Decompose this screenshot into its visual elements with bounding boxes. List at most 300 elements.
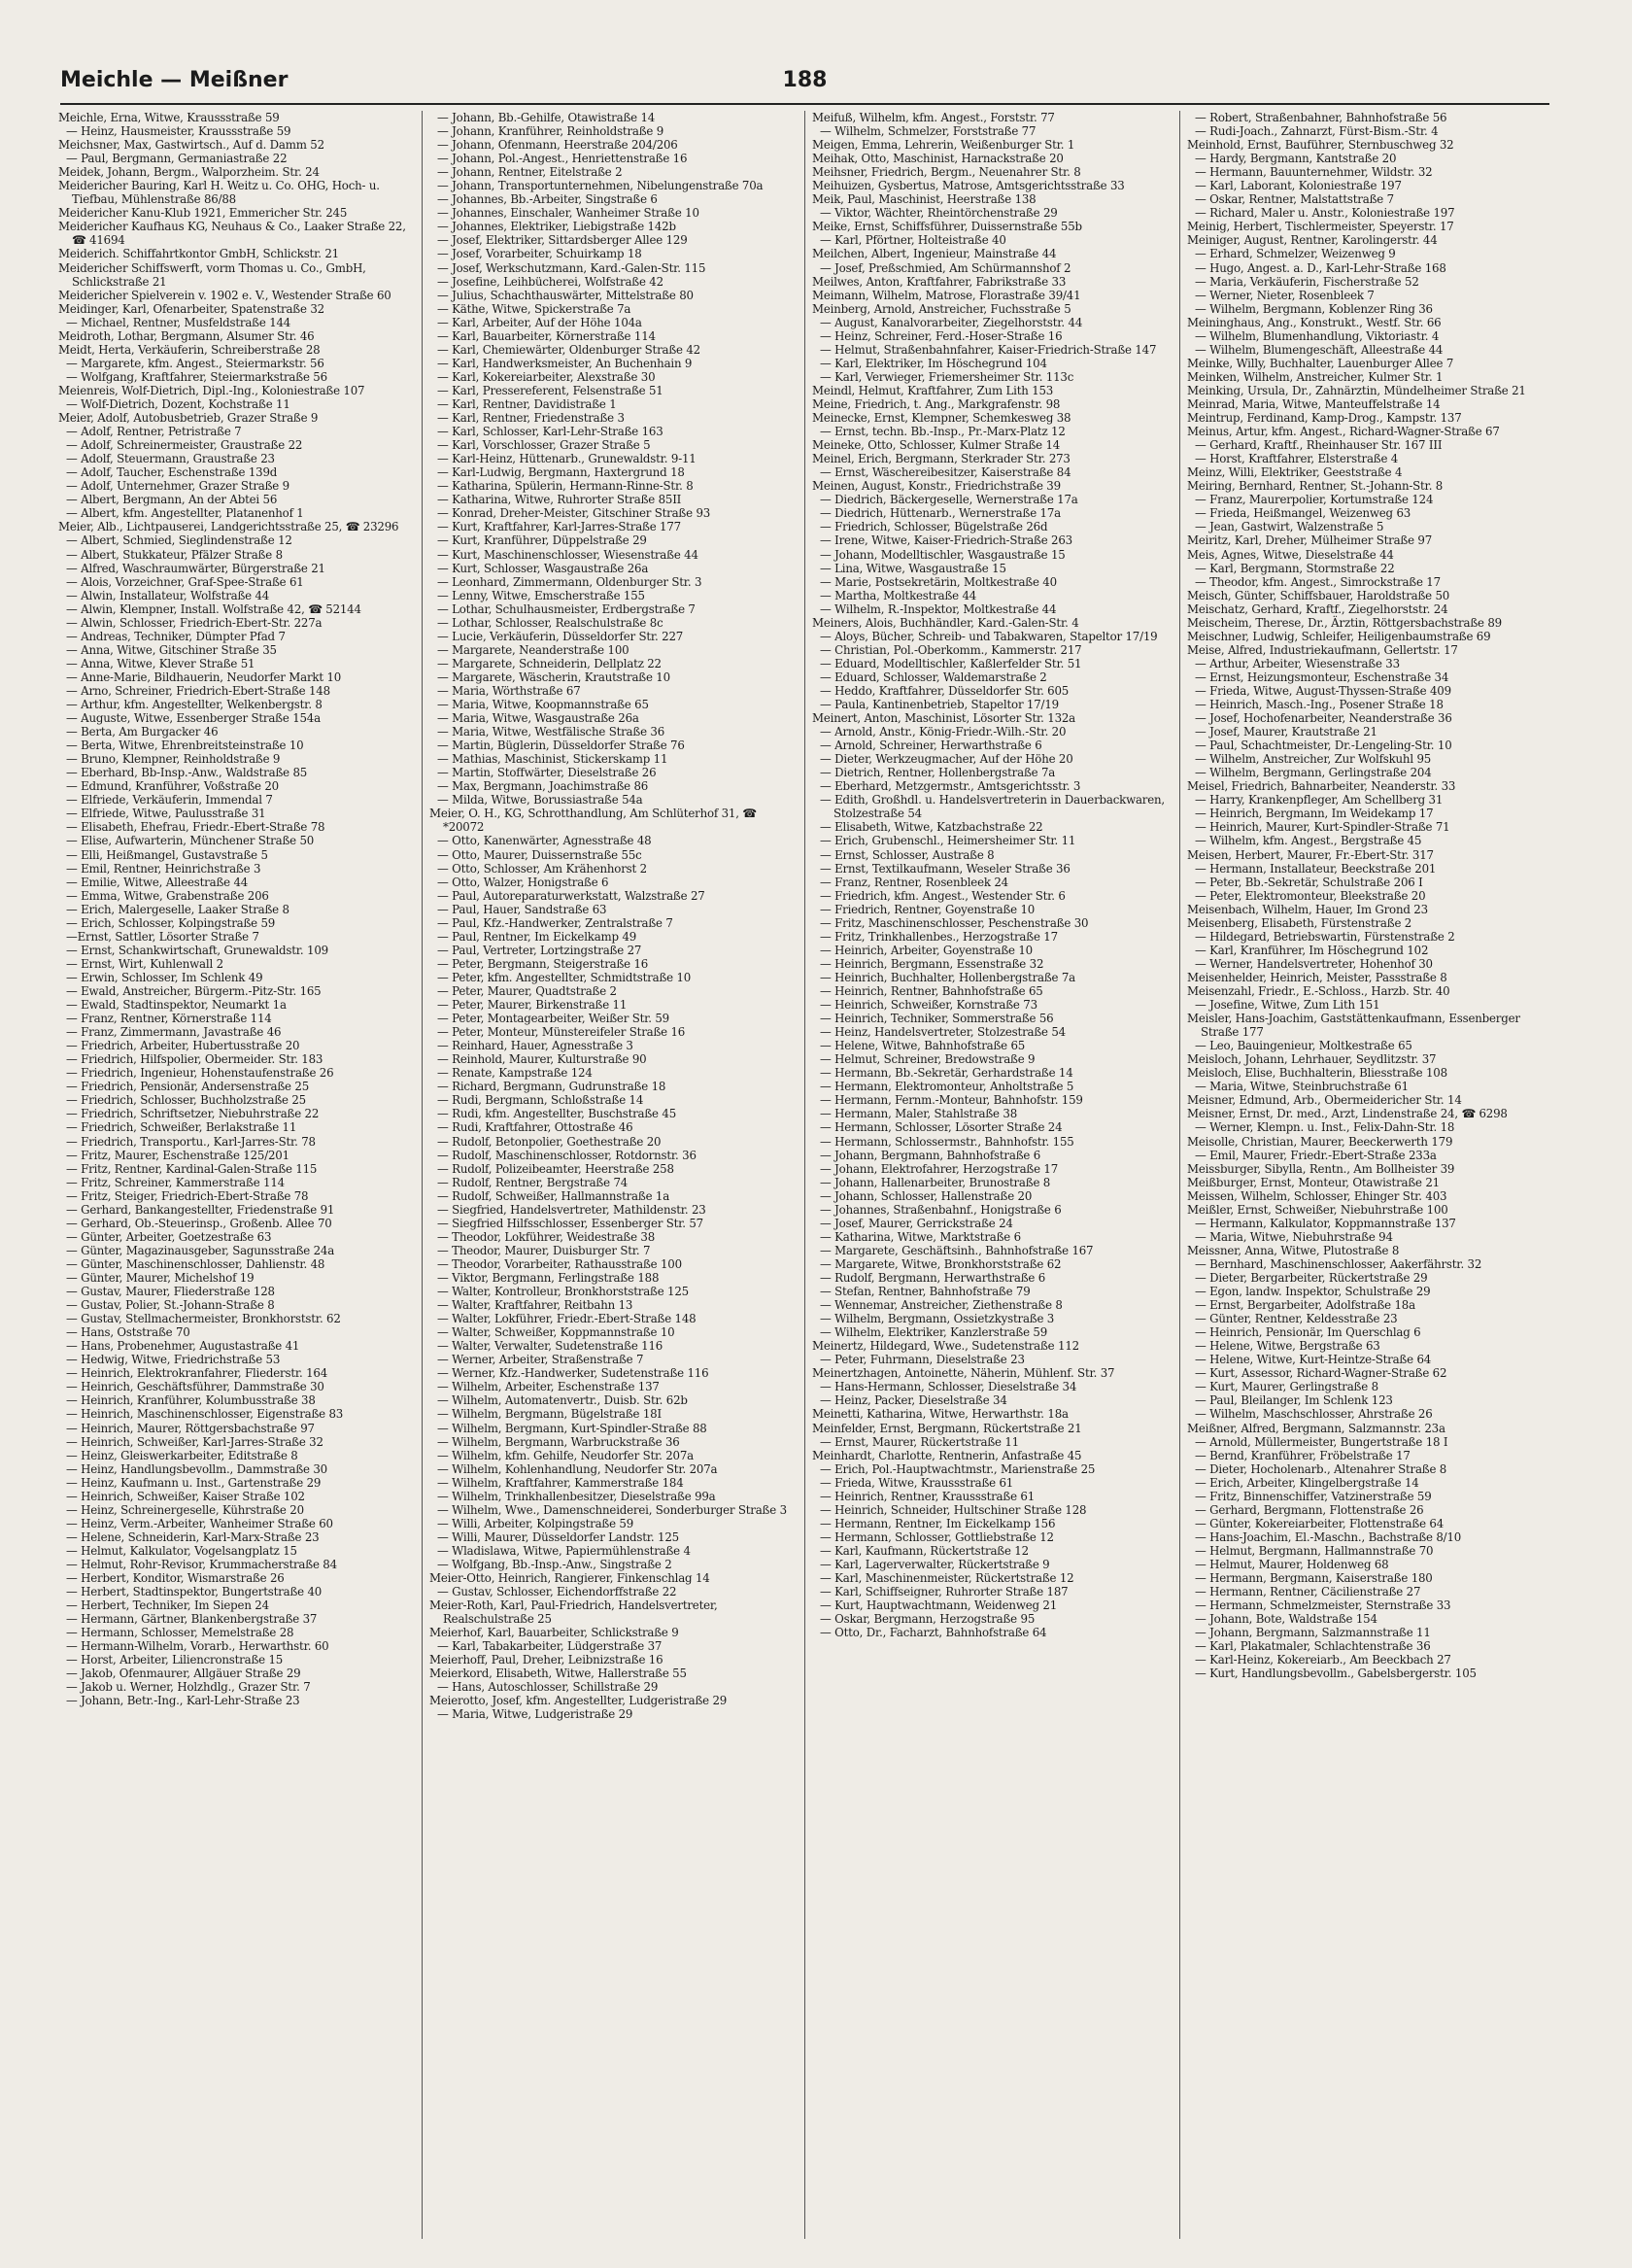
directory-entry: — Reinhold, Maurer, Kulturstraße 90 [437,1052,647,1067]
directory-entry: — Friedrich, Rentner, Goyenstraße 10 [820,902,1036,916]
directory-entry: Meiritz, Karl, Dreher, Mülheimer Straße 97 [1187,533,1433,548]
directory-entry: — Karl, Elektriker, Im Höschegrund 104 [820,356,1047,370]
directory-entry: Meier, Adolf, Autobusbetrieb, Grazer Straße 9 [58,411,319,426]
directory-entry: — Johann, Bergmann, Salzmannstraße 11 [1195,1626,1431,1640]
directory-entry: — Katharina, Witwe, Marktstraße 6 [820,1229,1021,1244]
directory-entry: — Paul, Vertreter, Lortzingstraße 27 [437,943,642,957]
directory-entry: — Wilhelm, Bergmann, Kurt-Spindler-Straße 88 [437,1421,707,1435]
directory-entry: — Fritz, Schreiner, Kammerstraße 114 [66,1175,285,1189]
directory-entry: Meisler, Hans-Joachim, Gaststättenkaufmann, Essenberger Straße 177 [1187,1012,1520,1040]
directory-entry: — Wilhelm, Bergmann, Gerlingstraße 204 [1195,766,1432,780]
directory-entry: Meimann, Wilhelm, Matrose, Florastraße 39/41 [812,288,1081,302]
directory-entry: — Heinrich, Schweißer, Kornstraße 73 [820,998,1037,1013]
directory-entry: — Elisabeth, Witwe, Katzbachstraße 22 [820,820,1043,835]
directory-entry: — Frieda, Witwe, August-Thyssen-Straße 409 [1195,683,1451,698]
directory-entry: Meier, Alb., Lichtpauserei, Landgerichtsstraße 25, ☎ 23296 [58,520,399,534]
directory-entry: — Ewald, Anstreicher, Bürgerm.-Pitz-Str. 165 [66,984,322,998]
directory-entry: Meisenzahl, Friedr., E.-Schloss., Harzb. Str. 40 [1187,984,1450,998]
directory-entry: — Maria, Wörthstraße 67 [437,683,581,698]
directory-entry: — Wilhelm, Elektriker, Kanzlerstraße 59 [820,1325,1048,1340]
directory-entry: — Horst, Arbeiter, Liliencronstraße 15 [66,1653,284,1667]
directory-entry: — Wilhelm, Bergmann, Warbruckstraße 36 [437,1434,680,1449]
directory-entry: — Ernst, Heizungsmonteur, Eschenstraße 34 [1195,670,1449,684]
directory-entry: — Alois, Vorzeichner, Graf-Spee-Straße 61 [66,574,304,589]
directory-entry: Meichsner, Max, Gastwirtsch., Auf d. Damm 52 [58,138,324,153]
directory-entry: — Fritz, Maurer, Eschenstraße 125/201 [66,1148,289,1162]
directory-entry: — Ernst, Schlosser, Austraße 8 [820,847,995,862]
directory-entry: — Ernst, Bergarbeiter, Adolfstraße 18a [1195,1298,1415,1313]
directory-entry: — Elisabeth, Ehefrau, Friedr.-Ebert-Straße 78 [66,820,325,835]
directory-entry: Meinhardt, Charlotte, Rentnerin, Anfastraße 45 [812,1448,1082,1462]
directory-entry: — Adolf, Unternehmer, Grazer Straße 9 [66,479,289,494]
directory-entry: — Wilhelm, Kraftfahrer, Kammerstraße 184 [437,1475,684,1490]
directory-entry: — Rudolf, Bergmann, Herwarthstraße 6 [820,1270,1046,1285]
directory-entry: — Karl, Laborant, Koloniestraße 197 [1195,179,1402,193]
directory-entry: — Erich, Pol.-Hauptwachtmstr., Marienstraße 25 [820,1461,1096,1476]
directory-entry: — Heinrich, Rentner, Bahnhofstraße 65 [820,984,1043,998]
directory-entry: — Johann, Bb.-Gehilfe, Otawistraße 14 [437,111,656,124]
directory-entry: — Otto, Kanenwärter, Agnesstraße 48 [437,834,652,848]
directory-entry: — Hans, Autoschlosser, Schillstraße 29 [437,1680,659,1695]
directory-entry: — Wilhelm, R.-Inspektor, Moltkestraße 44 [820,601,1057,616]
directory-entry: — Hermann, Elektromonteur, Anholtstraße 5 [820,1080,1074,1094]
directory-entry: — Karl, Tabakarbeiter, Lüdgerstraße 37 [437,1639,663,1654]
directory-entry: — Emil, Maurer, Friedr.-Ebert-Straße 233a [1195,1148,1437,1162]
directory-entry: Meinertz, Hildegard, Wwe., Sudetenstraße 112 [812,1339,1079,1354]
directory-entry: — Helmut, Bergmann, Hallmannstraße 70 [1195,1543,1434,1558]
directory-entry: — Diedrich, Hüttenarb., Wernerstraße 17a [820,506,1061,521]
directory-entry: — Peter, Maurer, Quadtstraße 2 [437,984,617,998]
directory-entry: — Friedrich, Schlosser, Bügelstraße 26d [820,520,1048,534]
directory-entry: — Heinrich, Buchhalter, Hollenbergstraße 7a [820,970,1075,984]
directory-entry: Meidt, Herta, Verkäuferin, Schreiberstraße 28 [58,342,321,357]
directory-entry: — Karl, Plakatmaler, Schlachtenstraße 36 [1195,1639,1431,1654]
directory-entry: — Werner, Kfz.-Handwerker, Sudetenstraße 116 [437,1366,709,1381]
directory-entry: — Siegfried Hilfsschlosser, Essenberger Str. 57 [437,1216,703,1230]
directory-entry: Meilchen, Albert, Ingenieur, Mainstraße 44 [812,247,1057,261]
directory-entry: — Hans-Hermann, Schlosser, Dieselstraße 34 [820,1380,1077,1394]
directory-entry: — Johann, Pol.-Angest., Henriettenstraße 16 [437,152,688,166]
directory-entry: — Dieter, Hocholenarb., Altenahrer Straße 8 [1195,1461,1447,1476]
directory-entry: — Ernst, Maurer, Rückertstraße 11 [820,1434,1019,1449]
directory-entry: — Günter, Maschinenschlosser, Dahlienstr. 48 [66,1256,325,1271]
directory-entry: Meichle, Erna, Witwe, Kraussstraße 59 [58,111,280,124]
directory-entry: — Wilhelm, Kohlenhandlung, Neudorfer Str. 207a [437,1461,718,1476]
directory-entry: — Katharina, Spülerin, Hermann-Rinne-Str. 8 [437,479,694,494]
directory-entry: — Renate, Kampstraße 124 [437,1066,593,1081]
directory-entry: — Johann, Hallenarbeiter, Brunostraße 8 [820,1175,1051,1189]
directory-entry: — Kurt, Handlungsbevollm., Gabelsbergerstr. 105 [1195,1667,1477,1681]
directory-entry: — August, Kanalvorarbeiter, Ziegelhorststr. 44 [820,315,1083,329]
directory-entry: — Fritz, Binnenschiffer, Vatzinerstraße 59 [1195,1489,1432,1503]
directory-entry: — Otto, Maurer, Duissernstraße 55c [437,847,642,862]
directory-entry: — Bernd, Kranführer, Fröbelstraße 17 [1195,1448,1411,1462]
directory-entry: — Stefan, Rentner, Bahnhofstraße 79 [820,1285,1031,1299]
directory-entry: — Karl, Pförtner, Holteistraße 40 [820,233,1006,248]
directory-entry: — Peter, Bb.-Sekretär, Schulstraße 206 I [1195,875,1423,889]
directory-entry: — Martha, Moltkestraße 44 [820,588,977,602]
directory-entry: — Elfriede, Witwe, Paulusstraße 31 [66,807,266,821]
directory-entry: — Hermann, Rentner, Im Eickelkamp 156 [820,1516,1056,1530]
directory-entry: — Josef, Preßschmied, Am Schürmannshof 2 [820,260,1071,275]
directory-entry: Meine, Friedrich, t. Ang., Markgrafenstr. 98 [812,396,1061,411]
directory-entry: — Lucie, Verkäuferin, Düsseldorfer Str. 227 [437,629,684,643]
directory-entry: — Karl, Rentner, Davidistraße 1 [437,396,617,411]
directory-entry: — Margarete, kfm. Angest., Steiermarkstr. 56 [66,356,324,370]
directory-entry: — Lina, Witwe, Wasgaustraße 15 [820,561,1006,575]
directory-entry: — Elfriede, Verkäuferin, Immendal 7 [66,793,273,808]
directory-entry: — Julius, Schachthauswärter, Mittelstraße 80 [437,288,694,302]
directory-entry: — Karl, Bauarbeiter, Körnerstraße 114 [437,328,656,343]
directory-entry: — Werner, Klempn. u. Inst., Felix-Dahn-Str. 18 [1195,1120,1455,1135]
column-divider [422,111,423,2239]
directory-entry: Meindl, Helmut, Kraftfahrer, Zum Lith 153 [812,383,1054,397]
directory-entry: — Friedrich, Pensionär, Andersenstraße 25 [66,1080,309,1094]
directory-entry: — Margarete, Wäscherin, Krautstraße 10 [437,670,670,684]
directory-entry: — Oskar, Rentner, Malstattstraße 7 [1195,192,1394,207]
directory-entry: — Walter, Lokführer, Friedr.-Ebert-Straße 148 [437,1312,697,1326]
directory-entry: — Karl, Kranführer, Im Höschegrund 102 [1195,943,1429,957]
directory-entry: — Theodor, Lokführer, Weidestraße 38 [437,1229,656,1244]
directory-entry: — Dieter, Werkzeugmacher, Auf der Höhe 20 [820,752,1073,767]
directory-entry: — Albert, Stukkateur, Pfälzer Straße 8 [66,547,283,562]
directory-entry: — Karl-Heinz, Kokereiarb., Am Beeckbach 27 [1195,1653,1451,1667]
directory-entry: — Franz, Rentner, Körnerstraße 114 [66,1012,272,1026]
directory-entry: — Max, Bergmann, Joachimstraße 86 [437,779,649,794]
directory-entry: Meidericher Spielverein v. 1902 e. V., Westender Straße 60 [58,288,391,302]
directory-entry: — Hedwig, Witwe, Friedrichstraße 53 [66,1353,281,1367]
directory-entry: — Heinrich, Arbeiter, Goyenstraße 10 [820,943,1033,957]
directory-entry: — Adolf, Taucher, Eschenstraße 139d [66,465,278,480]
directory-entry: — Fritz, Maschinenschlosser, Peschenstraße 30 [820,915,1089,930]
directory-entry: — Hermann, Rentner, Cäcilienstraße 27 [1195,1585,1421,1599]
directory-entry: — Paul, Bleilanger, Im Schlenk 123 [1195,1393,1393,1408]
directory-entry: — Heddo, Kraftfahrer, Düsseldorfer Str. 605 [820,683,1070,698]
directory-entry: — Wolfgang, Bb.-Insp.-Anw., Singstraße 2 [437,1557,672,1571]
directory-entry: Meienreis, Wolf-Dietrich, Dipl.-Ing., Koloniestraße 107 [58,383,365,397]
directory-entry: — Mathias, Maschinist, Stickerskamp 11 [437,752,668,767]
directory-entry: — Margarete, Neanderstraße 100 [437,642,629,657]
directory-entry: — Bernhard, Maschinenschlosser, Aakerfährstr. 32 [1195,1256,1482,1271]
directory-entry: — Johann, Rentner, Eitelstraße 2 [437,165,623,180]
directory-entry: — Marie, Postsekretärin, Moltkestraße 40 [820,574,1057,589]
directory-entry: — Kurt, Kranführer, Düppelstraße 29 [437,533,647,548]
directory-entry: — Johann, Betr.-Ing., Karl-Lehr-Straße 23 [66,1694,300,1708]
directory-entry: Meike, Ernst, Schiffsführer, Duissernstraße 55b [812,220,1082,234]
directory-entry: Meißburger, Ernst, Monteur, Otawistraße 21 [1187,1175,1440,1189]
directory-entry: Meinberg, Arnold, Anstreicher, Fuchsstraße 5 [812,301,1071,316]
directory-entry: — Johannes, Bb.-Arbeiter, Singstraße 6 [437,192,658,207]
directory-entry: — Heinrich, Kranführer, Kolumbusstraße 38 [66,1393,316,1408]
directory-entry: — Albert, kfm. Angestellter, Platanenhof 1 [66,506,304,521]
directory-entry: — Jean, Gastwirt, Walzenstraße 5 [1195,520,1384,534]
directory-entry: Meininghaus, Ang., Konstrukt., Westf. Str. 66 [1187,315,1442,329]
directory-entry: — Wilhelm, Arbeiter, Eschenstraße 137 [437,1380,660,1394]
directory-entry: — Siegfried, Handelsvertreter, Mathildenstr. 23 [437,1202,706,1217]
directory-entry: Meisch, Günter, Schiffsbauer, Haroldstraße 50 [1187,588,1450,602]
directory-entry: — Johann, Schlosser, Hallenstraße 20 [820,1188,1033,1203]
directory-entry: — Karl, Bergmann, Stormstraße 22 [1195,561,1395,575]
directory-entry: Meinz, Willi, Elektriker, Geeststraße 4 [1187,465,1403,480]
directory-entry: — Friedrich, Ingenieur, Hohenstaufenstraße 26 [66,1066,334,1081]
directory-entry: — Heinz, Schreinergeselle, Kührstraße 20 [66,1502,304,1517]
directory-entry: — Kurt, Assessor, Richard-Wagner-Straße 62 [1195,1366,1447,1381]
directory-entry: — Maria, Witwe, Westfälische Straße 36 [437,725,665,739]
directory-entry: Meinetti, Katharina, Witwe, Herwarthstr. 18a [812,1407,1069,1422]
directory-entry: — Peter, Montagearbeiter, Weißer Str. 59 [437,1012,669,1026]
directory-entry: — Hans-Joachim, El.-Maschn., Bachstraße 8/10 [1195,1529,1462,1544]
directory-entry: — Gustav, Maurer, Fliederstraße 128 [66,1285,275,1299]
directory-entry: — Willi, Maurer, Düsseldorfer Landstr. 125 [437,1529,679,1544]
directory-entry: — Ernst, techn. Bb.-Insp., Pr.-Marx-Platz 12 [820,425,1066,439]
directory-entry: Meisel, Friedrich, Bahnarbeiter, Neanderstr. 33 [1187,779,1456,794]
directory-entry: — Johannes, Elektriker, Liebigstraße 142b [437,220,676,234]
directory-column-3 [812,111,1173,2239]
directory-entry: — Reinhard, Hauer, Agnesstraße 3 [437,1039,633,1053]
directory-entry: — Herbert, Stadtinspektor, Bungertstraße 40 [66,1585,323,1599]
directory-entry: — Gerhard, Bankangestellter, Friedenstraße 91 [66,1202,335,1217]
directory-entry: — Josef, Maurer, Gerrickstraße 24 [820,1216,1013,1230]
directory-entry: — Franz, Zimmermann, Javastraße 46 [66,1025,282,1040]
directory-entry: Meidericher Kanu-Klub 1921, Emmericher Str. 245 [58,206,348,221]
directory-entry: Meinhold, Ernst, Bauführer, Sternbuschweg 32 [1187,138,1454,153]
directory-entry: — Josef, Werkschutzmann, Kard.-Galen-Str. 115 [437,260,706,275]
directory-entry: — Wilhelm, kfm. Gehilfe, Neudorfer Str. 207a [437,1448,694,1462]
directory-entry: — Johann, Bergmann, Bahnhofstraße 6 [820,1148,1041,1162]
directory-entry: — Richard, Bergmann, Gudrunstraße 18 [437,1080,666,1094]
directory-entry: — Franz, Maurerpolier, Kortumstraße 124 [1195,493,1434,507]
directory-entry: — Ernst, Schankwirtschaft, Grunewaldstr. 109 [66,943,328,957]
directory-entry: — Heinz, Schreiner, Ferd.-Hoser-Straße 16 [820,328,1063,343]
directory-entry: Meier-Otto, Heinrich, Rangierer, Finkenschlag 14 [429,1571,710,1586]
directory-entry: Meisenbach, Wilhelm, Hauer, Im Grond 23 [1187,902,1428,916]
directory-entry: — Hermann-Wilhelm, Vorarb., Herwarthstr. 60 [66,1639,329,1654]
directory-entry: — Heinrich, Bergmann, Im Weidekamp 17 [1195,807,1434,821]
directory-entry: — Helmut, Schreiner, Bredowstraße 9 [820,1052,1036,1067]
directory-entry: — Eduard, Modelltischler, Kaßlerfelder Str. 51 [820,656,1082,670]
directory-entry: — Walter, Schweißer, Koppmannstraße 10 [437,1325,675,1340]
directory-column-1 [58,111,420,2239]
directory-entry: — Karl, Verwieger, Friemersheimer Str. 113c [820,369,1074,384]
directory-entry: Meiring, Bernhard, Rentner, St.-Johann-Str. 8 [1187,479,1444,494]
directory-entry: — Paula, Kantinenbetrieb, Stapeltor 17/19 [820,698,1059,712]
directory-entry: — Irene, Witwe, Kaiser-Friedrich-Straße 263 [820,533,1072,548]
directory-entry: — Viktor, Bergmann, Ferlingstraße 188 [437,1270,660,1285]
directory-entry: — Peter, Maurer, Birkenstraße 11 [437,998,628,1013]
directory-entry: — Johann, Bote, Waldstraße 154 [1195,1612,1377,1627]
directory-entry: — Karl, Maschinenmeister, Rückertstraße 12 [820,1571,1074,1586]
directory-entry: — Heinz, Gleiswerkarbeiter, Editstraße 8 [66,1448,298,1462]
directory-entry: — Helene, Witwe, Kurt-Heintze-Straße 64 [1195,1353,1432,1367]
directory-entry: — Emma, Witwe, Grabenstraße 206 [66,888,269,903]
directory-entry: Meischeim, Therese, Dr., Ärztin, Röttgersbachstraße 89 [1187,615,1502,630]
directory-entry: — Josefine, Leihbücherei, Wolfstraße 42 [437,274,663,289]
directory-entry: — Albert, Bergmann, An der Abtei 56 [66,493,278,507]
directory-entry: — Eberhard, Metzgermstr., Amtsgerichtsstr. 3 [820,779,1081,794]
directory-entry: — Leonhard, Zimmermann, Oldenburger Str. 3 [437,574,702,589]
directory-entry: — Karl, Schiffseigner, Ruhrorter Straße 187 [820,1585,1069,1599]
directory-entry: — Heinrich, Masch.-Ing., Posener Straße 18 [1195,698,1444,712]
directory-entry: Meintrup, Ferdinand, Kamp-Drog., Kampstr. 137 [1187,411,1462,426]
directory-entry: — Peter, Elektromonteur, Bleekstraße 20 [1195,888,1426,903]
directory-entry: — Katharina, Witwe, Ruhrorter Straße 85II [437,493,682,507]
directory-entry: — Wilhelm, Trinkhallenbesitzer, Dieselstraße 99a [437,1489,716,1503]
directory-entry: — Heinrich, Rentner, Kraussstraße 61 [820,1489,1036,1503]
directory-entry: —Ernst, Sattler, Lösorter Straße 7 [66,929,259,944]
directory-entry: — Friedrich, Schriftsetzer, Niebuhrstraße 22 [66,1107,320,1121]
directory-entry: — Paul, Kfz.-Handwerker, Zentralstraße 7 [437,915,673,930]
directory-entry: — Franz, Rentner, Rosenbleek 24 [820,875,1008,889]
directory-entry: Meischner, Ludwig, Schleifer, Heiligenbaumstraße 69 [1187,629,1491,643]
directory-entry: Meidericher Schiffswerft, vorm Thomas u. Co., GmbH, Schlickstraße 21 [58,260,366,289]
directory-entry: — Heinrich, Maurer, Röttgersbachstraße 97 [66,1421,315,1435]
directory-entry: — Heinrich, Schweißer, Karl-Jarres-Straße 32 [66,1434,323,1449]
directory-entry: — Karl, Kokereiarbeiter, Alexstraße 30 [437,369,656,384]
directory-entry: — Karl, Rentner, Friedenstraße 3 [437,411,625,426]
directory-entry: — Otto, Dr., Facharzt, Bahnhofstraße 64 [820,1626,1047,1640]
directory-entry: — Paul, Autoreparaturwerkstatt, Walzstraße 27 [437,888,705,903]
directory-entry: — Viktor, Wächter, Rheintörchenstraße 29 [820,206,1058,221]
directory-entry: — Friedrich, Schweißer, Berlakstraße 11 [66,1120,297,1135]
directory-entry: — Wladislawa, Witwe, Papiermühlenstraße 4 [437,1543,691,1558]
directory-entry: — Herbert, Konditor, Wismarstraße 26 [66,1571,285,1586]
directory-entry: — Hardy, Bergmann, Kantstraße 20 [1195,152,1397,166]
directory-entry: — Heinrich, Techniker, Sommerstraße 56 [820,1012,1054,1026]
directory-entry: Meidinger, Karl, Ofenarbeiter, Spatenstraße 32 [58,301,324,316]
directory-entry: Meierhof, Karl, Bauarbeiter, Schlickstraße 9 [429,1626,679,1640]
directory-entry: — Egon, landw. Inspektor, Schulstraße 29 [1195,1285,1431,1299]
directory-entry: Meinke, Willy, Buchhalter, Lauenburger Allee 7 [1187,356,1454,370]
directory-entry: — Lothar, Schulhausmeister, Erdbergstraße 7 [437,601,696,616]
directory-entry: — Rudolf, Betonpolier, Goethestraße 20 [437,1134,662,1149]
directory-entry: Meisner, Ernst, Dr. med., Arzt, Lindenstraße 24, ☎ 6298 [1187,1107,1508,1121]
page-number: 188 [782,68,828,92]
directory-entry: — Margarete, Geschäftsinh., Bahnhofstraße 167 [820,1243,1094,1257]
directory-entry: — Käthe, Witwe, Spickerstraße 7a [437,301,631,316]
directory-entry: — Leo, Bauingenieur, Moltkestraße 65 [1195,1039,1412,1053]
directory-entry: — Hermann, Installateur, Beeckstraße 201 [1195,861,1437,876]
directory-entry: — Anna, Witwe, Gitschiner Straße 35 [66,642,277,657]
directory-entry: — Heinrich, Elektrokranfahrer, Fliederstr. 164 [66,1366,328,1381]
directory-entry: — Ewald, Stadtinspektor, Neumarkt 1a [66,998,287,1013]
directory-entry: Meiniger, August, Rentner, Karolingerstr. 44 [1187,233,1438,248]
directory-entry: — Günter, Rentner, Keldesstraße 23 [1195,1312,1398,1326]
directory-entry: — Johannes, Einschaler, Wanheimer Straße 10 [437,206,699,221]
directory-entry: Meisenberg, Elisabeth, Fürstenstraße 2 [1187,915,1412,930]
directory-entry: — Paul, Bergmann, Germaniastraße 22 [66,152,288,166]
directory-entry: — Robert, Straßenbahner, Bahnhofstraße 56 [1195,111,1447,124]
directory-entry: — Werner, Nieter, Rosenbleek 7 [1195,288,1375,302]
directory-entry: Meinus, Artur, kfm. Angest., Richard-Wagner-Straße 67 [1187,425,1500,439]
directory-entry: — Kurt, Maschinenschlosser, Wiesenstraße 44 [437,547,698,562]
directory-entry: — Christian, Pol.-Oberkomm., Kammerstr. 217 [820,642,1082,657]
directory-entry: — Emil, Rentner, Heinrichstraße 3 [66,861,261,876]
directory-entry: — Hermann, Gärtner, Blankenbergstraße 37 [66,1612,318,1627]
directory-entry: — Aloys, Bücher, Schreib- und Tabakwaren, Stapeltor 17/19 [820,629,1158,643]
directory-entry: — Richard, Maler u. Anstr., Koloniestraße 197 [1195,206,1455,221]
directory-entry: — Johann, Transportunternehmen, Nibelungenstraße 70a [437,179,764,193]
directory-entry: — Hermann, Bb.-Sekretär, Gerhardstraße 14 [820,1066,1073,1081]
directory-entry: — Arno, Schreiner, Friedrich-Ebert-Straße 148 [66,683,330,698]
directory-entry: — Alwin, Schlosser, Friedrich-Ebert-Str. 227a [66,615,323,630]
directory-entry: — Wolfgang, Kraftfahrer, Steiermarkstraße 56 [66,369,327,384]
directory-entry: — Anne-Marie, Bildhauerin, Neudorfer Markt 10 [66,670,342,684]
directory-entry: — Maria, Witwe, Niebuhrstraße 94 [1195,1229,1393,1244]
directory-entry: Meidericher Bauring, Karl H. Weitz u. Co. OHG, Hoch- u. Tiefbau, Mühlenstraße 86/88 [58,179,380,207]
directory-entry: Meinking, Ursula, Dr., Zahnärztin, Mündelheimer Straße 21 [1187,383,1526,397]
directory-entry: — Friedrich, Hilfspolier, Obermeider. Str. 183 [66,1052,323,1067]
directory-entry: Meißler, Ernst, Schweißer, Niebuhrstraße 100 [1187,1202,1448,1217]
directory-entry: — Heinz, Handlungsbevollm., Dammstraße 30 [66,1461,327,1476]
directory-entry: Meinig, Herbert, Tischlermeister, Speyerstr. 17 [1187,220,1454,234]
directory-entry: — Andreas, Techniker, Dümpter Pfad 7 [66,629,286,643]
directory-entry: — Karl, Vorschlosser, Grazer Straße 5 [437,438,651,453]
directory-entry: — Adolf, Schreinermeister, Graustraße 22 [66,438,303,453]
directory-entry: — Johann, Ofenmann, Heerstraße 204/206 [437,138,678,153]
directory-entry: — Alwin, Klempner, Install. Wolfstraße 42, ☎ 52144 [66,601,361,616]
directory-entry: — Kurt, Maurer, Gerlingstraße 8 [1195,1380,1378,1394]
directory-entry: — Hermann, Bauunternehmer, Wildstr. 32 [1195,165,1433,180]
directory-entry: — Karl, Arbeiter, Auf der Höhe 104a [437,315,642,329]
directory-entry: — Karl-Ludwig, Bergmann, Haxtergrund 18 [437,465,685,480]
directory-entry: — Johann, Elektrofahrer, Herzogstraße 17 [820,1161,1059,1176]
directory-entry: Meinfelder, Ernst, Bergmann, Rückertstraße 21 [812,1421,1082,1435]
directory-entry: — Fritz, Steiger, Friedrich-Ebert-Straße 78 [66,1188,309,1203]
directory-entry: — Rudi, Bergmann, Schloßstraße 14 [437,1093,644,1108]
directory-entry: Meier, O. H., KG, Schrotthandlung, Am Schlüterhof 31, ☎ *20072 [429,807,757,835]
directory-entry: Meik, Paul, Maschinist, Heerstraße 138 [812,192,1037,207]
directory-entry: — Adolf, Rentner, Petristraße 7 [66,425,242,439]
directory-entry: — Erich, Arbeiter, Klingelbergstraße 14 [1195,1475,1419,1490]
directory-entry: Meifuß, Wilhelm, kfm. Angest., Forststr. 77 [812,111,1055,124]
directory-entry: — Günter, Arbeiter, Goetzestraße 63 [66,1229,272,1244]
directory-entry: — Johann, Kranführer, Reinholdstraße 9 [437,124,664,139]
directory-entry: Meineke, Otto, Schlosser, Kulmer Straße 14 [812,438,1061,453]
directory-entry: — Harry, Krankenpfleger, Am Schellberg 31 [1195,793,1444,808]
directory-entry: — Walter, Kraftfahrer, Reitbahn 13 [437,1298,633,1313]
directory-entry: Meißner, Alfred, Bergmann, Salzmannstr. 23a [1187,1421,1445,1435]
directory-entry: — Martin, Büglerin, Düsseldorfer Straße 76 [437,739,685,753]
directory-entry: — Karl, Schlosser, Karl-Lehr-Straße 163 [437,425,663,439]
directory-entry: — Helmut, Straßenbahnfahrer, Kaiser-Friedrich-Straße 147 [820,342,1157,357]
directory-entry: Meinert, Anton, Maschinist, Lösorter Str. 132a [812,711,1076,726]
directory-entry: — Wennemar, Anstreicher, Ziethenstraße 8 [820,1298,1063,1313]
directory-entry: Meinertzhagen, Antoinette, Näherin, Mühlenf. Str. 37 [812,1366,1115,1381]
directory-entry: — Theodor, kfm. Angest., Simrockstraße 17 [1195,574,1441,589]
directory-entry: — Margarete, Witwe, Bronkhorststraße 62 [820,1256,1062,1271]
directory-entry: — Erhard, Schmelzer, Weizenweg 9 [1195,247,1396,261]
directory-entry: — Friedrich, kfm. Angest., Westender Str. 6 [820,888,1066,903]
directory-entry: — Alwin, Installateur, Wolfstraße 44 [66,588,270,602]
directory-entry: — Heinrich, Maschinenschlosser, Eigenstraße 83 [66,1407,344,1422]
directory-entry: — Theodor, Vorarbeiter, Rathausstraße 100 [437,1256,682,1271]
directory-entry: Meinel, Erich, Bergmann, Sterkrader Str. 273 [812,452,1071,466]
directory-entry: — Lothar, Schlosser, Realschulstraße 8c [437,615,663,630]
directory-entry: — Peter, Bergmann, Steigerstraße 16 [437,956,649,971]
directory-entry: — Margarete, Schneiderin, Dellplatz 22 [437,656,662,670]
directory-entry: — Heinrich, Schweißer, Kaiser Straße 102 [66,1489,305,1503]
directory-entry: — Hermann, Maler, Stahlstraße 38 [820,1107,1017,1121]
directory-entry: Meissburger, Sibylla, Rentn., Am Bollheister 39 [1187,1161,1455,1176]
directory-entry: — Frieda, Witwe, Kraussstraße 61 [820,1475,1014,1490]
directory-entry: — Karl, Kaufmann, Rückertstraße 12 [820,1543,1029,1558]
directory-entry: — Wilhelm, Maschschlosser, Ahrstraße 26 [1195,1407,1433,1422]
directory-entry: — Emilie, Witwe, Alleestraße 44 [66,875,249,889]
directory-entry: — Martin, Stoffwärter, Dieselstraße 26 [437,766,657,780]
directory-entry: Meisloch, Elise, Buchhalterin, Bliesstraße 108 [1187,1066,1447,1081]
directory-column-2 [429,111,791,2239]
directory-entry: Meise, Alfred, Industriekaufmann, Gellertstr. 17 [1187,642,1458,657]
